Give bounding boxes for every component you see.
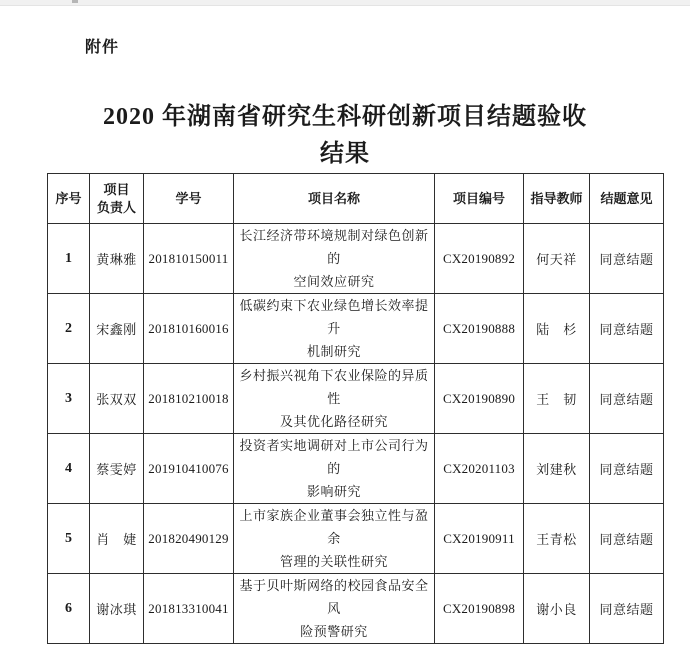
serial-cell: 4 [48,434,90,504]
student-id-cell: 201813310041 [144,574,234,644]
col-header-project-code: 项目编号 [435,174,524,224]
project-name-line2: 险预警研究 [300,624,368,639]
project-name-line1: 基于贝叶斯网络的校园食品安全风 [239,578,429,616]
conclusion-cell: 同意结题 [590,224,664,294]
window-top-edge [0,0,690,6]
leader-cell: 黄琳雅 [90,224,144,294]
project-name-line1: 低碳约束下农业绿色增长效率提升 [239,298,429,336]
project-name-line1: 投资者实地调研对上市公司行为的 [239,438,429,476]
student-id-cell: 201910410076 [144,434,234,504]
project-name-line1: 长江经济带环境规制对绿色创新的 [239,228,429,266]
table-row [48,434,664,504]
col-header-conclusion: 结题意见 [590,174,664,224]
project-code-cell: CX20190911 [435,504,524,574]
leader-cell: 宋鑫刚 [90,294,144,364]
advisor-cell: 刘建秋 [524,434,590,504]
project-name-line2: 影响研究 [306,484,361,499]
leader-cell: 蔡雯婷 [90,434,144,504]
conclusion-cell: 同意结题 [590,574,664,644]
project-name-line2: 机制研究 [306,344,361,359]
advisor-cell: 何天祥 [524,224,590,294]
table-row [48,294,664,364]
serial-cell: 5 [48,504,90,574]
project-code-cell: CX20190890 [435,364,524,434]
col-header-leader [90,174,144,224]
results-table [47,173,664,644]
leader-cell: 肖 婕 [90,504,144,574]
table-row [48,504,664,574]
project-name-line2: 管理的关联性研究 [279,554,388,569]
serial-cell: 3 [48,364,90,434]
student-id-cell: 201810150011 [144,224,234,294]
col-header-serial: 序号 [48,174,90,224]
project-name-cell [234,504,435,574]
col-header-project-name: 项目名称 [234,174,435,224]
table-row [48,224,664,294]
conclusion-cell: 同意结题 [590,504,664,574]
document-title [0,99,690,173]
document-title-line2: 结果 [320,141,370,167]
project-name-cell [234,294,435,364]
conclusion-cell: 同意结题 [590,364,664,434]
student-id-cell: 201810210018 [144,364,234,434]
document-title-line1: 2020 年湖南省研究生科研创新项目结题验收 [103,104,587,130]
project-name-cell [234,434,435,504]
project-code-cell: CX20190892 [435,224,524,294]
leader-cell: 谢冰琪 [90,574,144,644]
attachment-label: 附件 [85,39,120,56]
advisor-cell: 谢小良 [524,574,590,644]
conclusion-cell: 同意结题 [590,294,664,364]
leader-cell: 张双双 [90,364,144,434]
col-header-leader-line1: 项目 [103,181,130,197]
conclusion-cell: 同意结题 [590,434,664,504]
serial-cell: 1 [48,224,90,294]
serial-cell: 6 [48,574,90,644]
col-header-leader-line2: 负责人 [96,199,136,215]
col-header-student-id: 学号 [144,174,234,224]
project-name-cell [234,364,435,434]
advisor-cell: 王 韧 [524,364,590,434]
project-name-line1: 上市家族企业董事会独立性与盈余 [239,508,429,546]
student-id-cell: 201810160016 [144,294,234,364]
project-code-cell: CX20190898 [435,574,524,644]
table-row [48,364,664,434]
advisor-cell: 陆 杉 [524,294,590,364]
project-name-cell [234,224,435,294]
table-row [48,574,664,644]
table-header-row [48,174,664,224]
project-name-line1: 乡村振兴视角下农业保险的异质性 [239,368,429,406]
col-header-advisor: 指导教师 [524,174,590,224]
project-name-line2: 空间效应研究 [293,274,375,289]
project-code-cell: CX20190888 [435,294,524,364]
project-name-line2: 及其优化路径研究 [279,414,388,429]
serial-cell: 2 [48,294,90,364]
project-code-cell: CX20201103 [435,434,524,504]
advisor-cell: 王青松 [524,504,590,574]
student-id-cell: 201820490129 [144,504,234,574]
scrollbar-remnant [72,0,78,3]
project-name-cell [234,574,435,644]
